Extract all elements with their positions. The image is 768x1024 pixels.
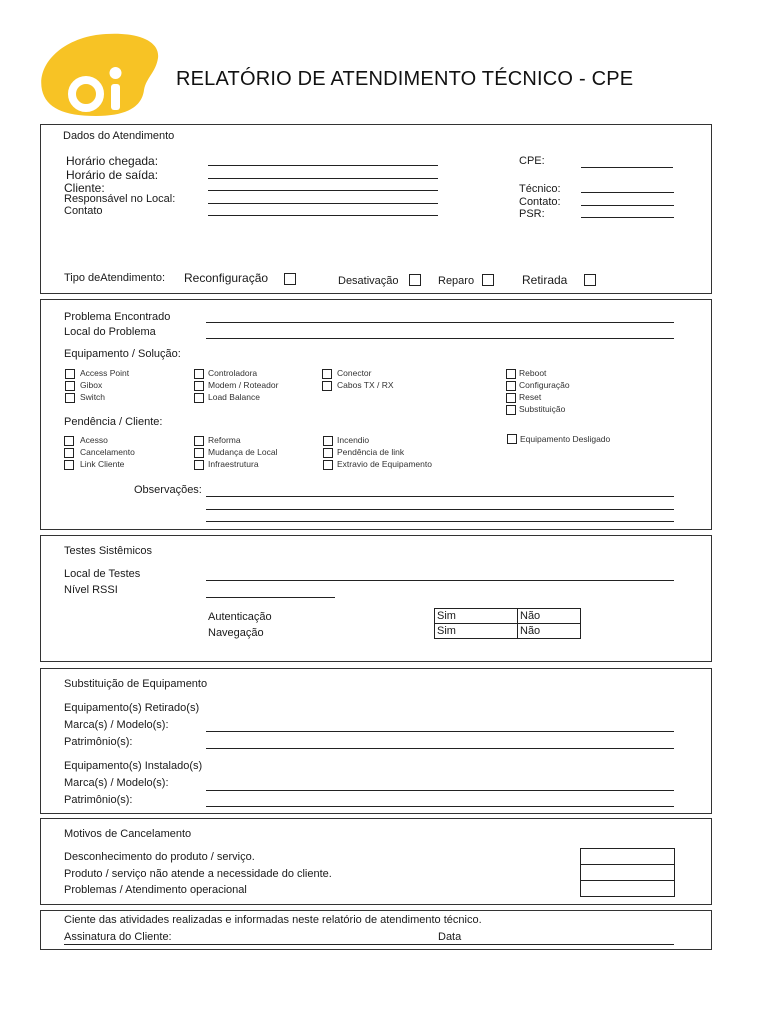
atendimento-heading: Dados do Atendimento xyxy=(63,130,175,142)
navegacao-row xyxy=(435,624,581,639)
pend-equip-desligado-checkbox[interactable] xyxy=(507,434,517,444)
equip-load-balance-checkbox[interactable] xyxy=(194,393,204,403)
equip-cabos-label: Cabos TX / RX xyxy=(337,380,394,390)
pend-reforma-label: Reforma xyxy=(208,435,241,445)
pend-infraestrutura-checkbox[interactable] xyxy=(194,460,204,470)
instalado-patrimonio-field[interactable] xyxy=(206,806,674,807)
autenticacao-nao-cell[interactable]: Não xyxy=(518,609,581,624)
equip-conector-label: Conector xyxy=(337,368,372,378)
cliente-label: Cliente: xyxy=(64,181,105,195)
pend-extravio-label: Extravio de Equipamento xyxy=(337,459,432,469)
nivel-rssi-label: Nível RSSI xyxy=(64,584,118,596)
pend-acesso-checkbox[interactable] xyxy=(64,436,74,446)
horario-chegada-label: Horário chegada: xyxy=(66,154,159,168)
assinatura-label: Assinatura do Cliente: xyxy=(64,931,172,943)
equip-access-point-checkbox[interactable] xyxy=(65,369,75,379)
pend-reforma-checkbox[interactable] xyxy=(194,436,204,446)
equip-controladora-checkbox[interactable] xyxy=(194,369,204,379)
responsavel-label: Responsável no Local: xyxy=(64,193,176,205)
problema-encontrado-label: Problema Encontrado xyxy=(64,311,171,323)
pendencia-cliente-heading: Pendência / Cliente: xyxy=(64,416,163,428)
pend-infraestrutura-label: Infraestrutura xyxy=(208,459,259,469)
observacoes-line-3[interactable] xyxy=(206,521,674,522)
sol-reset-checkbox[interactable] xyxy=(506,393,516,403)
sol-substituicao-checkbox[interactable] xyxy=(506,405,516,415)
local-testes-field[interactable] xyxy=(206,580,674,581)
tipo-reparo-label: Reparo xyxy=(438,275,475,287)
pend-acesso-label: Acesso xyxy=(80,435,108,445)
sol-reboot-label: Reboot xyxy=(519,368,547,378)
data-label: Data xyxy=(438,931,462,943)
equip-modem-checkbox[interactable] xyxy=(194,381,204,391)
tipo-reparo-checkbox[interactable] xyxy=(482,274,494,286)
tipo-retirada-label: Retirada xyxy=(522,273,568,287)
sol-substituicao-label: Substituição xyxy=(519,404,566,414)
tipo-retirada-checkbox[interactable] xyxy=(584,274,596,286)
instalado-patrimonio-label: Patrimônio(s): xyxy=(64,794,133,806)
equip-gibox-checkbox[interactable] xyxy=(65,381,75,391)
horario-saida-field[interactable] xyxy=(208,178,438,179)
sol-configuracao-checkbox[interactable] xyxy=(506,381,516,391)
assinatura-field[interactable] xyxy=(64,944,674,945)
equip-load-balance-label: Load Balance xyxy=(208,392,260,402)
instalado-marca-label: Marca(s) / Modelo(s): xyxy=(64,777,169,789)
cpe-field[interactable] xyxy=(581,167,673,168)
atendimento-section xyxy=(40,124,712,294)
pend-link-cliente-checkbox[interactable] xyxy=(64,460,74,470)
tipo-desativacao-label: Desativação xyxy=(338,275,399,287)
contato-right-field[interactable] xyxy=(581,205,674,206)
retirado-heading: Equipamento(s) Retirado(s) xyxy=(64,702,200,714)
local-problema-label: Local do Problema xyxy=(64,326,156,338)
horario-saida-label: Horário de saída: xyxy=(66,168,159,182)
motivo-desconhecimento-label: Desconhecimento do produto / serviço. xyxy=(64,851,255,863)
observacoes-line-2[interactable] xyxy=(206,509,674,510)
psr-label: PSR: xyxy=(519,208,545,220)
equip-access-point-label: Access Point xyxy=(80,368,130,378)
motivo-desconhecimento-box[interactable] xyxy=(580,848,675,865)
equipamento-solucao-heading: Equipamento / Solução: xyxy=(64,348,181,360)
pend-cancelamento-label: Cancelamento xyxy=(80,447,135,457)
equip-gibox-label: Gibox xyxy=(80,380,103,390)
contato-label: Contato xyxy=(64,205,103,217)
pend-link-cliente-label: Link Cliente xyxy=(80,459,125,469)
substituicao-heading: Substituição de Equipamento xyxy=(64,678,208,690)
autenticacao-label: Autenticação xyxy=(208,611,272,623)
motivo-nao-atende-label: Produto / serviço não atende a necessidade do cliente. xyxy=(64,868,332,880)
tipo-reconfiguracao-label: Reconfiguração xyxy=(184,271,269,285)
navegacao-nao-cell[interactable]: Não xyxy=(518,624,581,639)
pend-mudanca-local-checkbox[interactable] xyxy=(194,448,204,458)
instalado-marca-field[interactable] xyxy=(206,790,674,791)
navegacao-label: Navegação xyxy=(208,627,264,639)
pend-link-checkbox[interactable] xyxy=(323,448,333,458)
local-problema-field[interactable] xyxy=(206,338,674,339)
motivo-problemas-box[interactable] xyxy=(580,880,675,897)
retirado-patrimonio-label: Patrimônio(s): xyxy=(64,736,133,748)
pend-incendio-checkbox[interactable] xyxy=(323,436,333,446)
retirado-marca-field[interactable] xyxy=(206,731,674,732)
oi-logo xyxy=(36,32,162,118)
sol-reset-label: Reset xyxy=(519,392,542,402)
sol-reboot-checkbox[interactable] xyxy=(506,369,516,379)
tipo-reconfiguracao-checkbox[interactable] xyxy=(284,273,296,285)
retirado-patrimonio-field[interactable] xyxy=(206,748,674,749)
pend-extravio-checkbox[interactable] xyxy=(323,460,333,470)
local-testes-label: Local de Testes xyxy=(64,568,141,580)
responsavel-field[interactable] xyxy=(208,203,438,204)
page-title: RELATÓRIO DE ATENDIMENTO TÉCNICO - CPE xyxy=(176,68,634,90)
navegacao-sim-cell[interactable]: Sim xyxy=(435,624,518,639)
contato-field[interactable] xyxy=(208,215,438,216)
equip-switch-checkbox[interactable] xyxy=(65,393,75,403)
observacoes-line-1[interactable] xyxy=(206,496,674,497)
testes-sim-nao-table xyxy=(434,608,581,639)
cliente-field[interactable] xyxy=(208,190,438,191)
equip-cabos-checkbox[interactable] xyxy=(322,381,332,391)
nivel-rssi-field[interactable] xyxy=(206,597,335,598)
psr-field[interactable] xyxy=(581,217,674,218)
horario-chegada-field[interactable] xyxy=(208,165,438,166)
motivo-problemas-label: Problemas / Atendimento operacional xyxy=(64,884,247,896)
tipo-atendimento-label: Tipo deAtendimento: xyxy=(64,272,166,284)
equip-switch-label: Switch xyxy=(80,392,106,402)
contato-right-label: Contato: xyxy=(519,196,561,208)
pend-cancelamento-checkbox[interactable] xyxy=(64,448,74,458)
testes-heading: Testes Sistêmicos xyxy=(64,545,153,557)
autenticacao-row xyxy=(435,609,581,624)
autenticacao-sim-cell[interactable]: Sim xyxy=(435,609,518,624)
cpe-label: CPE: xyxy=(519,155,545,167)
tecnico-label: Técnico: xyxy=(519,183,561,195)
sol-configuracao-label: Configuração xyxy=(519,380,570,390)
retirado-marca-label: Marca(s) / Modelo(s): xyxy=(64,719,169,731)
motivo-nao-atende-box[interactable] xyxy=(580,864,675,881)
pend-equip-desligado-label: Equipamento Desligado xyxy=(520,434,611,444)
problema-encontrado-field[interactable] xyxy=(206,322,674,323)
pend-mudanca-local-label: Mudança de Local xyxy=(208,447,278,457)
tipo-desativacao-checkbox[interactable] xyxy=(409,274,421,286)
equip-controladora-label: Controladora xyxy=(208,368,258,378)
ciente-text: Ciente das atividades realizadas e informadas neste relatório de atendimento técnico. xyxy=(64,914,482,926)
tecnico-field[interactable] xyxy=(581,192,674,193)
equip-conector-checkbox[interactable] xyxy=(322,369,332,379)
pend-link-label: Pendência de link xyxy=(337,447,405,457)
observacoes-label: Observações: xyxy=(134,484,202,496)
pend-incendio-label: Incendio xyxy=(337,435,370,445)
cancelamento-heading: Motivos de Cancelamento xyxy=(64,828,192,840)
instalado-heading: Equipamento(s) Instalado(s) xyxy=(64,760,203,772)
equip-modem-label: Modem / Roteador xyxy=(208,380,279,390)
